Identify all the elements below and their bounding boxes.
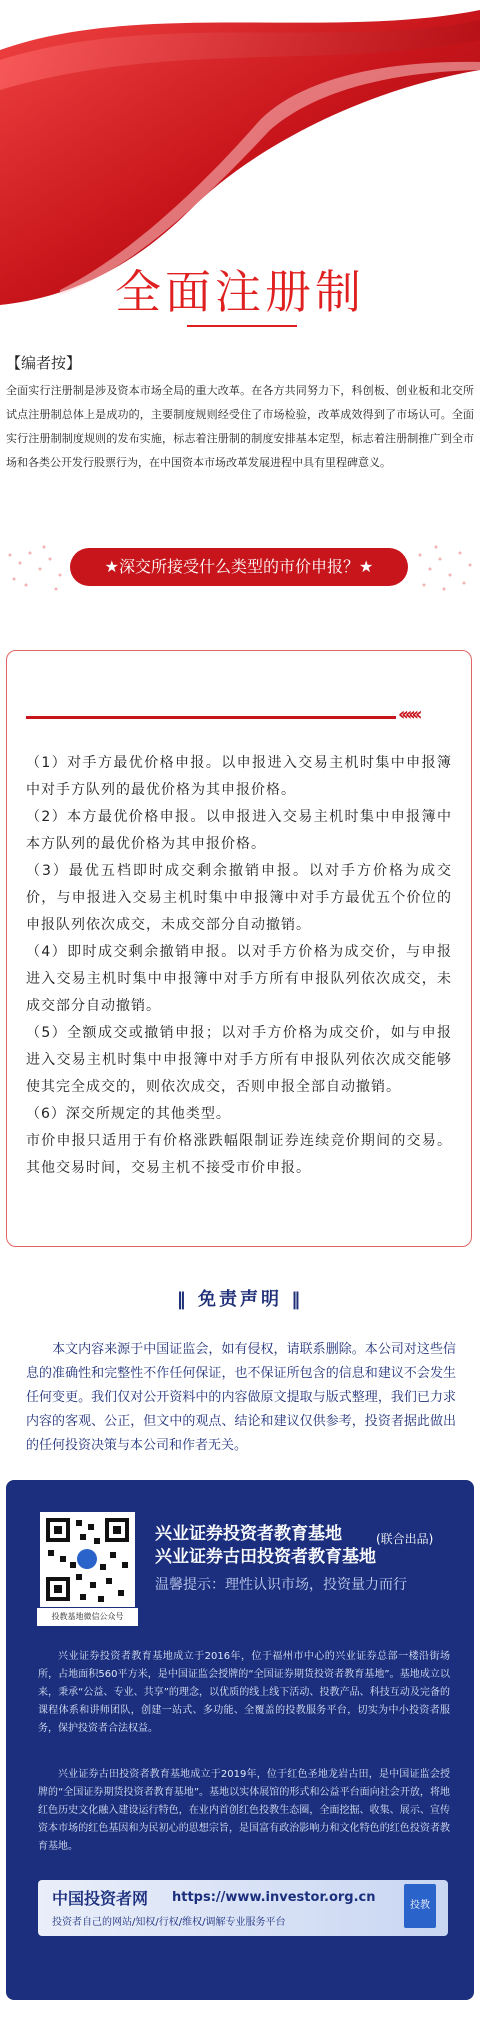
list-item: （5）全额成交或撤销申报；以对手方价格为成交价，如与申报进入交易主机时集中申报簿中对手方所有申报队列依次成交能够使其完全成交的，则依次成交，否则申报全部自动撤销。 [26,1025,452,1095]
editor-note-label: 【编者按】 [6,354,82,372]
list-item: （6）深交所规定的其他类型。 [26,1106,231,1122]
list-item: （2）本方最优价格申报。以申报进入交易主机时集中申报簿中本方队列的最优价格为其申报价格。 [26,809,452,852]
chevron-left-icon: ‹‹‹‹‹‹ [398,704,419,725]
list-item: 市价申报只适用于有价格涨跌幅限制证券连续竞价期间的交易。其他交易时间，交易主机不接受市价申报。 [26,1133,452,1176]
institution-name-1: 兴业证券投资者教育基地 [155,1524,342,1544]
title-underline [187,325,297,327]
list-item: （3）最优五档即时成交剩余撤销申报。以对手方价格为成交价，与申报进入交易主机时集中申报簿中对手方最优五个价位的申报队列依次成交，未成交部分自动撤销。 [26,863,452,933]
banner-site-name: 中国投资者网 [52,1889,149,1908]
institution-name-2: 兴业证券古田投资者教育基地 [155,1547,376,1567]
book-icon: 投教 [404,1884,436,1928]
list-item: （1）对手方最优价格申报。以申报进入交易主机时集中申报簿中对手方队列的最优价格为其申报价格。 [26,755,452,798]
page-title: 全面注册制 [115,265,365,319]
qr-code-icon [40,1512,135,1607]
list-item: （4）即时成交剩余撤销申报。以对手方价格为成交价，与申报进入交易主机时集中申报簿中对手方所有申报队列依次成交，未成交部分自动撤销。 [26,944,452,1014]
banner-url-link[interactable]: https://www.investor.org.cn [172,1890,376,1905]
card-body [26,750,452,1182]
base-intro-paragraph-2: 兴业证券古田投资者教育基地成立于2019年，位于红色圣地龙岩古田，是中国证监会授牌的“全国证券期货投资者教育基地”。基地以实体展馆的形式和公益平台面向社会开放，将地红色历史文化融入建设运行特色，在业内首创红色投教生态圈，全面挖掘、收集、展示、宣传资本市场的红色基因和为民初心的思想宗旨，是国富有政治影响力和文化特色的红色投资者教育基地。 [38,1769,450,1852]
disclaimer-text: 本文内容来源于中国证监会，如有侵权，请联系删除。本公司对这些信息的准确性和完整性不作任何保证，也不保证所包含的信息和建议不会发生任何变更。我们仅对公开资料中的内容做原文提取与版式整理，我们已力求内容的客观、公正，但文中的观点、结论和建议仅供参考，投资者据此做出的任何投资决策与本公司和作者无关。 [26,1342,456,1453]
section-question-pill: ★深交所接受什么类型的市价申报？★ [70,548,408,586]
editor-note-text: 全面实行注册制是涉及资本市场全局的重大改革。在各方共同努力下，科创板、创业板和北交所试点注册制总体上是成功的，主要制度规则经受住了市场检验，改革成效得到了市场认可。全面实行注册制制度规则的发布实施，标志着注册制的制度安排基本定型，标志着注册制推广到全市场和各类公开发行股票行为，在中国资本市场改革发展进程中具有里程碑意义。 [6,384,474,469]
disclaimer-title: ‖ 免责声明 ‖ [176,1289,304,1310]
qr-code-image [40,1512,135,1607]
qr-caption: 投教基地微信公众号 [37,1608,138,1626]
warm-reminder: 温馨提示：理性认识市场，投资量力而行 [155,1577,407,1593]
banner-subtitle: 投资者自己的网站/知权/行权/维权/调解专业服务平台 [52,1917,286,1928]
card-divider [26,716,396,719]
joint-production-label: (联合出品) [376,1532,434,1546]
base-intro-paragraph-1: 兴业证券投资者教育基地成立于2016年，位于福州市中心的兴业证券总部一楼沿街场所，占地面积560平方米，是中国证监会授牌的“全国证券期货投资者教育基地”。基地成立以来，秉承“公益、专业、共享”的理念，以优质的线上线下活动、投教产品、科技互动及完备的课程体系和讲师团队，创建一站式、多功能、全覆盖的投教服务平台，切实为中小投资者服务，保护投资者合法权益。 [38,1651,450,1734]
